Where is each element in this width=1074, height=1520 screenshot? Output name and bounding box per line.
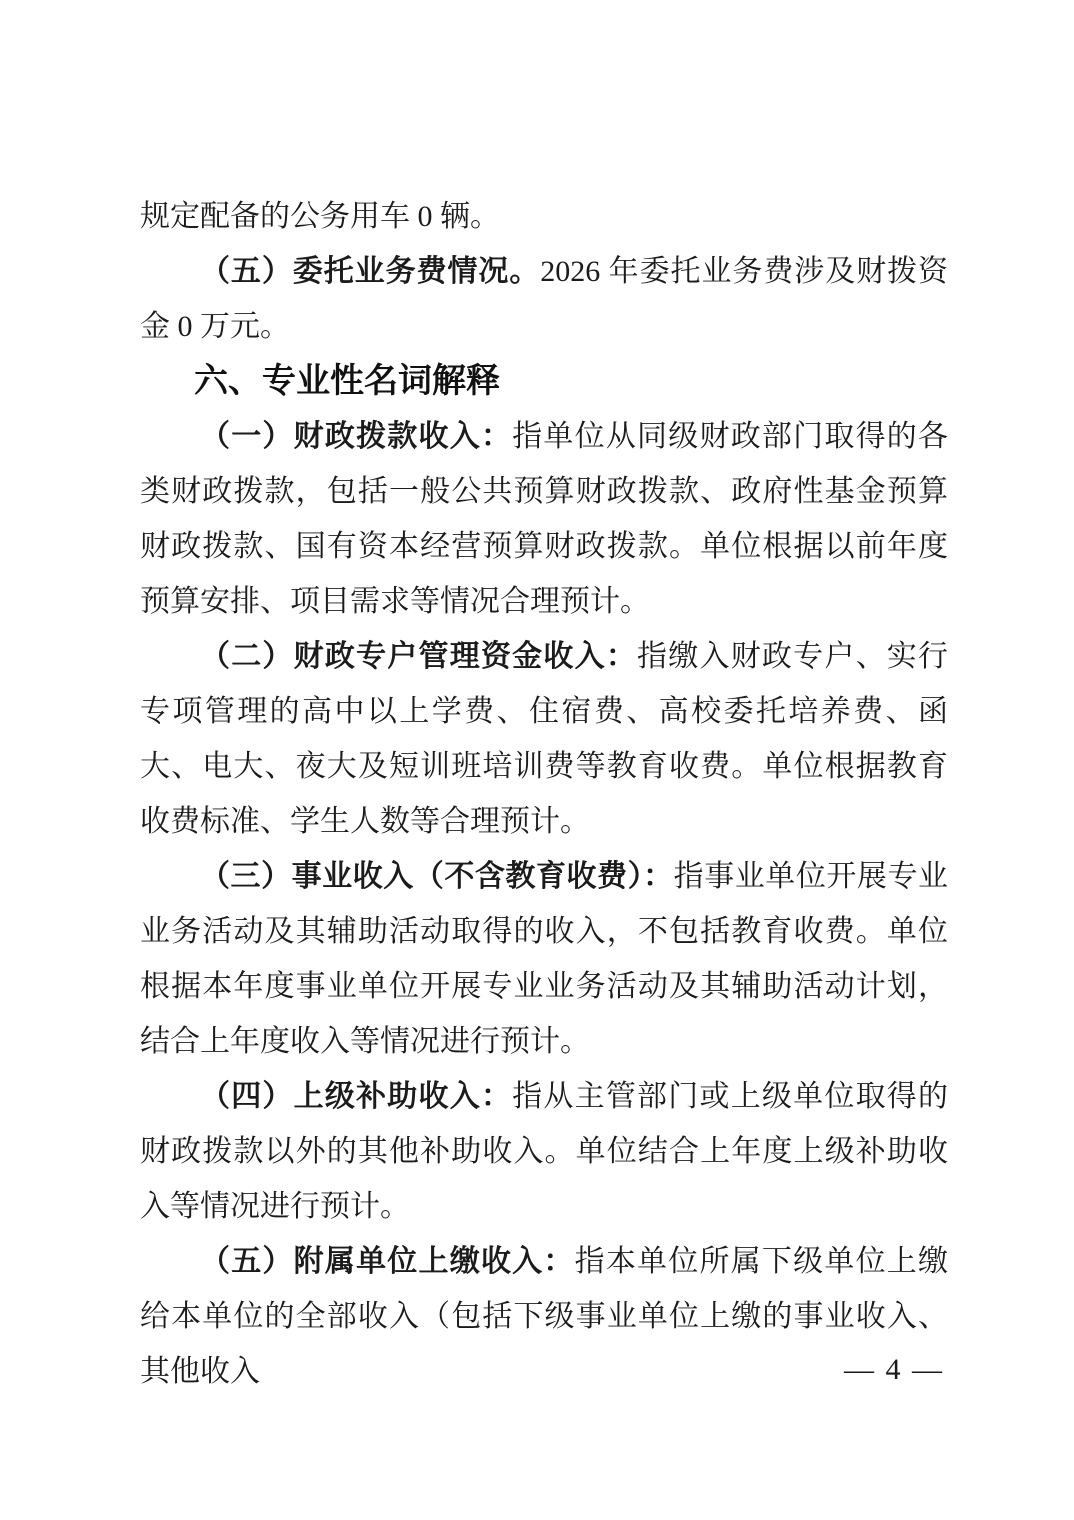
section-heading: 六、专业性名词解释 xyxy=(194,362,500,400)
document-body xyxy=(140,189,948,1399)
term-label: （一）财政拨款收入： xyxy=(200,420,513,453)
paragraph-term-subordinate-unit-remitted-income xyxy=(140,1234,948,1399)
paragraph-text: 指缴入财政专户、实行专项管理的高中以上学费、住宿费、高校委托培养费、函大、电大、夜大及短训班培训费等教育收费。单位根据教育收费标准、学生人数等合理预计。 xyxy=(140,640,949,838)
paragraph-term-fiscal-special-account-income xyxy=(140,629,948,849)
term-label: （五）附属单位上缴收入： xyxy=(200,1245,575,1278)
term-label: （三）事业收入（不含教育收费）： xyxy=(200,860,674,893)
term-label: （二）财政专户管理资金收入： xyxy=(200,640,638,673)
paragraph-continuation xyxy=(140,189,948,244)
paragraph-text: 规定配备的公务用车 0 辆。 xyxy=(140,200,500,233)
term-label: （四）上级补助收入： xyxy=(200,1080,513,1113)
term-label: （五）委托业务费情况。 xyxy=(200,255,541,288)
paragraph-term-institutional-income xyxy=(140,849,948,1069)
paragraph-text: 指从主管部门或上级单位取得的财政拨款以外的其他补助收入。单位结合上年度上级补助收入等情况进行预计。 xyxy=(140,1080,949,1223)
paragraph-term-fiscal-appropriation-income xyxy=(140,409,948,629)
paragraph-text: 指事业单位开展专业业务活动及其辅助活动取得的收入，不包括教育收费。单位根据本年度事业单位开展专业业务活动及其辅助活动计划，结合上年度收入等情况进行预计。 xyxy=(140,860,949,1058)
paragraph-text: 指本单位所属下级单位上缴给本单位的全部收入（包括下级事业单位上缴的事业收入、其他收入 xyxy=(140,1245,949,1388)
paragraph-term-superior-subsidy-income xyxy=(140,1069,948,1234)
paragraph-text: 指单位从同级财政部门取得的各类财政拨款，包括一般公共预算财政拨款、政府性基金预算财政拨款、国有资本经营预算财政拨款。单位根据以前年度预算安排、项目需求等情况合理预计。 xyxy=(140,420,949,618)
page-number: — 4 — xyxy=(844,1353,944,1386)
paragraph-entrusted-services xyxy=(140,244,948,354)
paragraph-text: 2026 年委托业务费涉及财拨资金 0 万元。 xyxy=(140,255,948,343)
